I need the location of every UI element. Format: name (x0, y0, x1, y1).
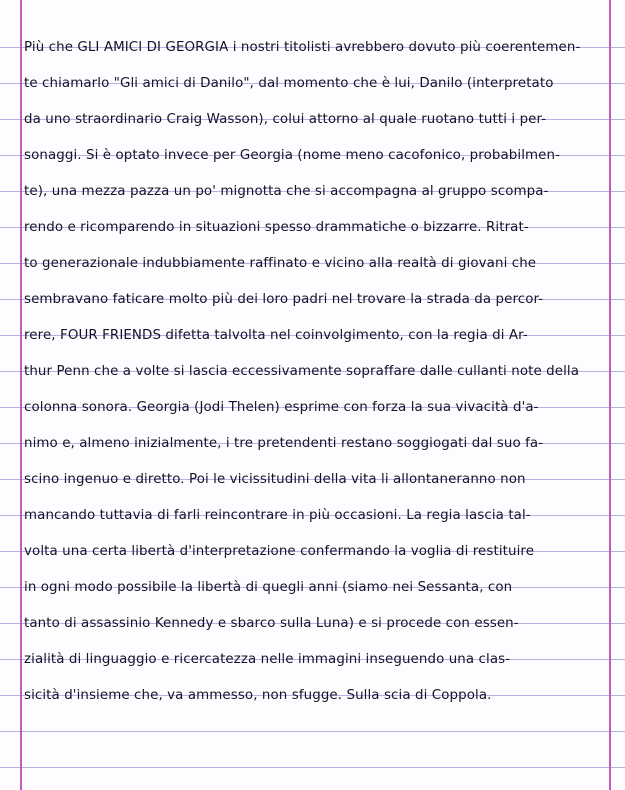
handwritten-line: sonaggi. Si è optato invece per Georgia (nome meno cacofonico, probabilmen- (24, 148, 561, 163)
right-margin-line (609, 0, 611, 790)
handwritten-line: mancando tuttavia di farli reincontrare in più occasioni. La regia lascia tal- (24, 508, 531, 523)
handwritten-line: te chiamarlo "Gli amici di Danilo", dal momento che è lui, Danilo (interpretato (24, 76, 554, 91)
left-margin-line (20, 0, 22, 790)
handwritten-line: rere, FOUR FRIENDS difetta talvolta nel coinvolgimento, con la regia di Ar- (24, 328, 528, 343)
handwritten-line: in ogni modo possibile la libertà di quegli anni (siamo nei Sessanta, con (24, 580, 513, 595)
handwritten-line: te), una mezza pazza un po' mignotta che si accompagna al gruppo scompa- (24, 184, 549, 199)
handwritten-line: da uno straordinario Craig Wasson), colui attorno al quale ruotano tutti i per- (24, 112, 547, 127)
handwritten-line: scino ingenuo e diretto. Poi le vicissitudini della vita li allontaneranno non (24, 472, 526, 487)
handwritten-line: Più che GLI AMICI DI GEORGIA i nostri titolisti avrebbero dovuto più coerentemen- (24, 40, 581, 55)
handwritten-line: sicità d'insieme che, va ammesso, non sfugge. Sulla scia di Coppola. (24, 688, 492, 703)
handwritten-line: to generazionale indubbiamente raffinato e vicino alla realtà di giovani che (24, 256, 537, 271)
handwritten-line: zialità di linguaggio e ricercatezza nelle immagini inseguendo una clas- (24, 652, 511, 667)
handwritten-line: rendo e ricomparendo in situazioni spesso drammatiche o bizzarre. Ritrat- (24, 220, 529, 235)
handwritten-line: tanto di assassinio Kennedy e sbarco sulla Luna) e si procede con essen- (24, 616, 519, 631)
handwritten-line: thur Penn che a volte si lascia eccessivamente sopraffare dalle cullanti note della (24, 364, 580, 379)
handwritten-line: nimo e, almeno inizialmente, i tre pretendenti restano soggiogati dal suo fa- (24, 436, 544, 451)
handwritten-line: volta una certa libertà d'interpretazione confermando la voglia di restituire (24, 544, 535, 559)
handwritten-line: sembravano faticare molto più dei loro padri nel trovare la strada da percor- (24, 292, 544, 307)
handwritten-line: colonna sonora. Georgia (Jodi Thelen) esprime con forza la sua vivacità d'a- (24, 400, 539, 415)
